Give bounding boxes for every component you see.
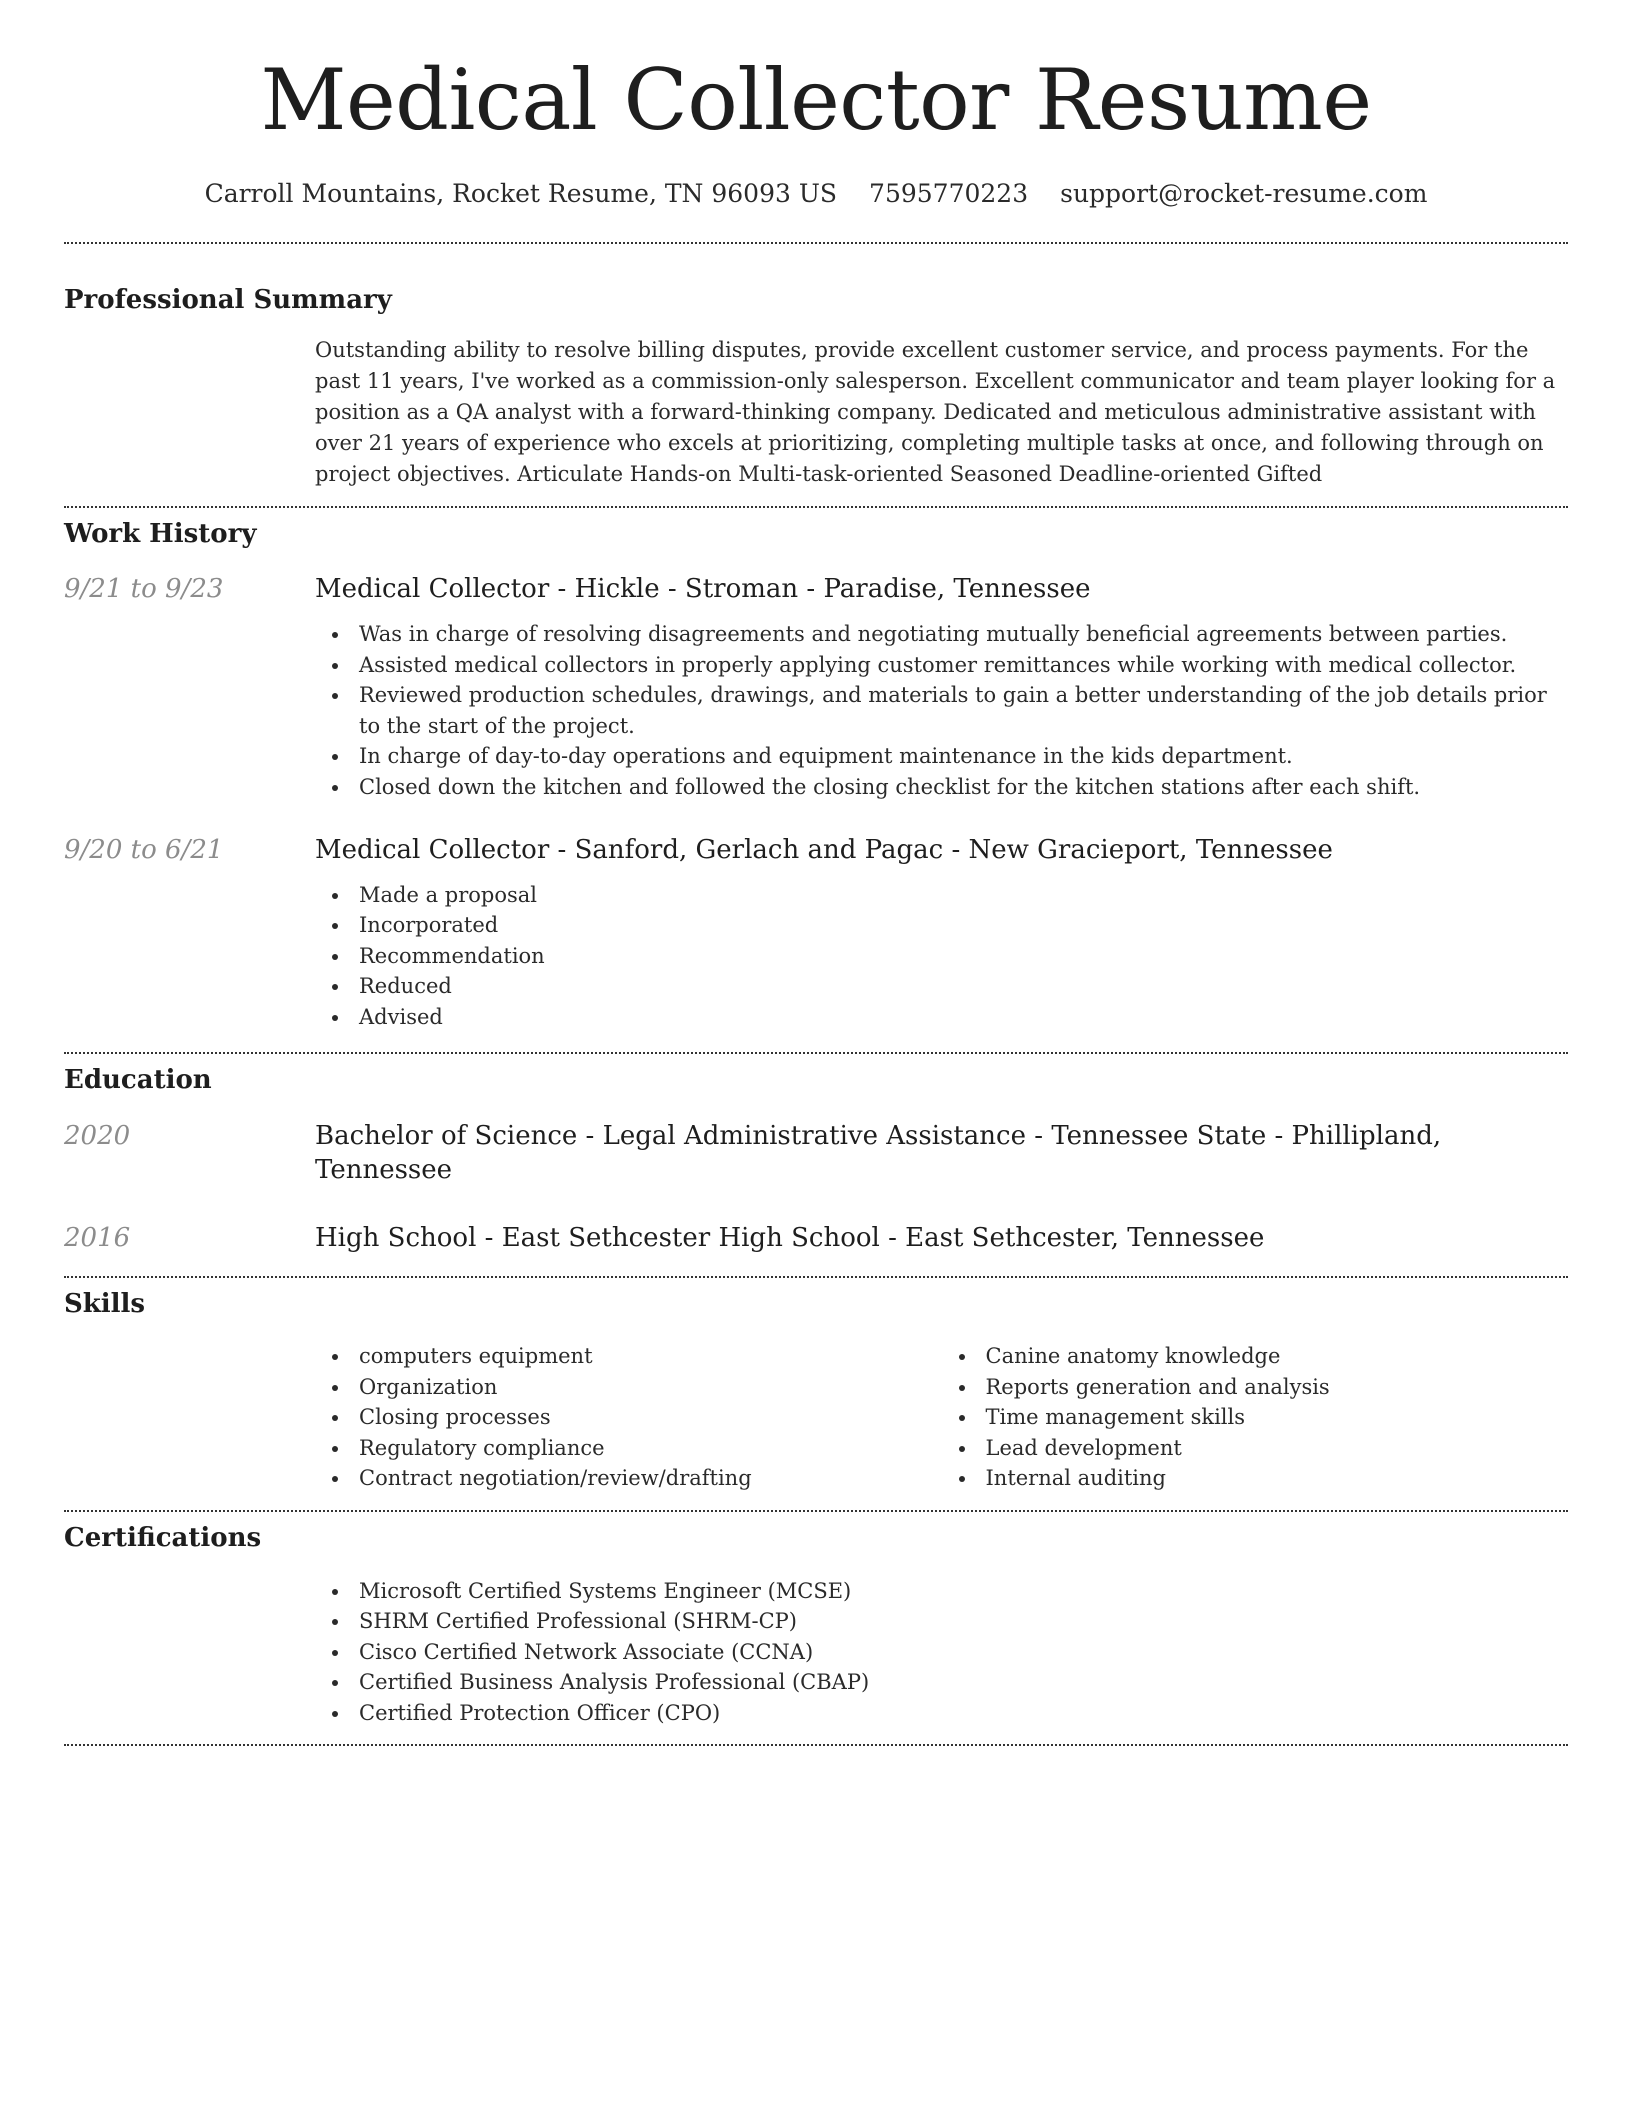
- list-item: Canine anatomy knowledge: [942, 1341, 1569, 1372]
- summary-row: [64, 335, 1568, 490]
- list-item: Reduced: [315, 971, 1568, 1002]
- list-item: Assisted medical collectors in properly applying customer remittances while working with medical collector.: [315, 650, 1568, 681]
- list-item: Closing processes: [315, 1402, 942, 1433]
- list-item: Made a proposal: [315, 880, 1568, 911]
- section-divider: [64, 1510, 1568, 1512]
- section-divider: [64, 506, 1568, 508]
- job-title: Medical Collector - Hickle - Stroman - Paradise, Tennessee: [315, 574, 1091, 605]
- list-item: In charge of day-to-day operations and equipment maintenance in the kids department.: [315, 741, 1568, 772]
- list-item: Certified Protection Officer (CPO): [315, 1698, 1568, 1729]
- list-item: Regulatory compliance: [315, 1433, 942, 1464]
- section-divider: [64, 1052, 1568, 1054]
- job-entry: [64, 573, 1568, 802]
- contact-line: [64, 179, 1568, 208]
- job-title: Medical Collector - Sanford, Gerlach and Pagac - New Gracieport, Tennessee: [315, 835, 1333, 866]
- certifications-list: [315, 1576, 1568, 1729]
- list-item: Time management skills: [942, 1402, 1569, 1433]
- education-year: 2016: [64, 1222, 131, 1253]
- list-item: Microsoft Certified Systems Engineer (MCSE): [315, 1576, 1568, 1607]
- work-section: [64, 518, 1568, 1033]
- skills-list-right: [942, 1341, 1569, 1494]
- skills-heading: Skills: [64, 1288, 146, 1319]
- list-item: Organization: [315, 1372, 942, 1403]
- list-item: Reviewed production schedules, drawings, and materials to gain a better understanding of the job details prior to the start of the project.: [315, 680, 1568, 741]
- education-entry: [64, 1222, 1568, 1256]
- certifications-heading: Certifications: [64, 1522, 262, 1553]
- education-text: High School - East Sethcester High School - East Sethcester, Tennessee: [315, 1222, 1265, 1253]
- job-dates: 9/20 to 6/21: [64, 835, 224, 866]
- list-item: SHRM Certified Professional (SHRM-CP): [315, 1606, 1568, 1637]
- education-heading: Education: [64, 1065, 212, 1096]
- list-item: Contract negotiation/review/drafting: [315, 1463, 942, 1494]
- contact-phone: 7595770223: [869, 178, 1029, 208]
- skills-section: [64, 1288, 1568, 1494]
- list-item: Advised: [315, 1002, 1568, 1033]
- summary-section: [64, 284, 1568, 490]
- job-entry: [64, 834, 1568, 1032]
- section-divider: [64, 1276, 1568, 1278]
- list-item: Internal auditing: [942, 1463, 1569, 1494]
- job-dates: 9/21 to 9/23: [64, 574, 224, 605]
- work-heading: Work History: [64, 518, 257, 549]
- skills-row: [64, 1341, 1568, 1494]
- header-divider: [64, 242, 1568, 244]
- list-item: Incorporated: [315, 910, 1568, 941]
- list-item: Reports generation and analysis: [942, 1372, 1569, 1403]
- certifications-section: [64, 1522, 1568, 1728]
- skills-list-left: [315, 1341, 942, 1494]
- summary-heading: Professional Summary: [64, 284, 392, 315]
- list-item: Lead development: [942, 1433, 1569, 1464]
- list-item: Certified Business Analysis Professional (CBAP): [315, 1667, 1568, 1698]
- contact-address: Carroll Mountains, Rocket Resume, TN 96093 US: [204, 178, 838, 208]
- list-item: Was in charge of resolving disagreements and negotiating mutually beneficial agreements between parties.: [315, 619, 1568, 650]
- list-item: computers equipment: [315, 1341, 942, 1372]
- education-text: Bachelor of Science - Legal Administrative Assistance - Tennessee State - Phillipland, Tennessee: [315, 1121, 1442, 1186]
- certifications-row: [64, 1576, 1568, 1729]
- list-item: Closed down the kitchen and followed the closing checklist for the kitchen stations after each shift.: [315, 772, 1568, 803]
- education-entry: [64, 1120, 1568, 1188]
- job-duties: [315, 619, 1568, 802]
- resume-title: Medical Collector Resume: [260, 51, 1372, 149]
- summary-text: Outstanding ability to resolve billing disputes, provide excellent customer service, and process payments. For the past 11 years, I've worked as a commission-only salesperson. Excellent communicator and team player looking for a position as a QA analyst with a forward-thinking company. Dedicated and meticulous administrative assistant with over 21 years of experience who excels at prioritizing, completing multiple tasks at once, and following through on project objectives. Articulate Hands-on Multi-task-oriented Seasoned Deadline-oriented Gifted: [315, 337, 1556, 486]
- education-section: [64, 1064, 1568, 1255]
- contact-email: support@rocket-resume.com: [1060, 178, 1428, 208]
- job-duties: [315, 880, 1568, 1033]
- education-year: 2020: [64, 1121, 131, 1152]
- list-item: Recommendation: [315, 941, 1568, 972]
- section-divider: [64, 1744, 1568, 1746]
- list-item: Cisco Certified Network Associate (CCNA): [315, 1637, 1568, 1668]
